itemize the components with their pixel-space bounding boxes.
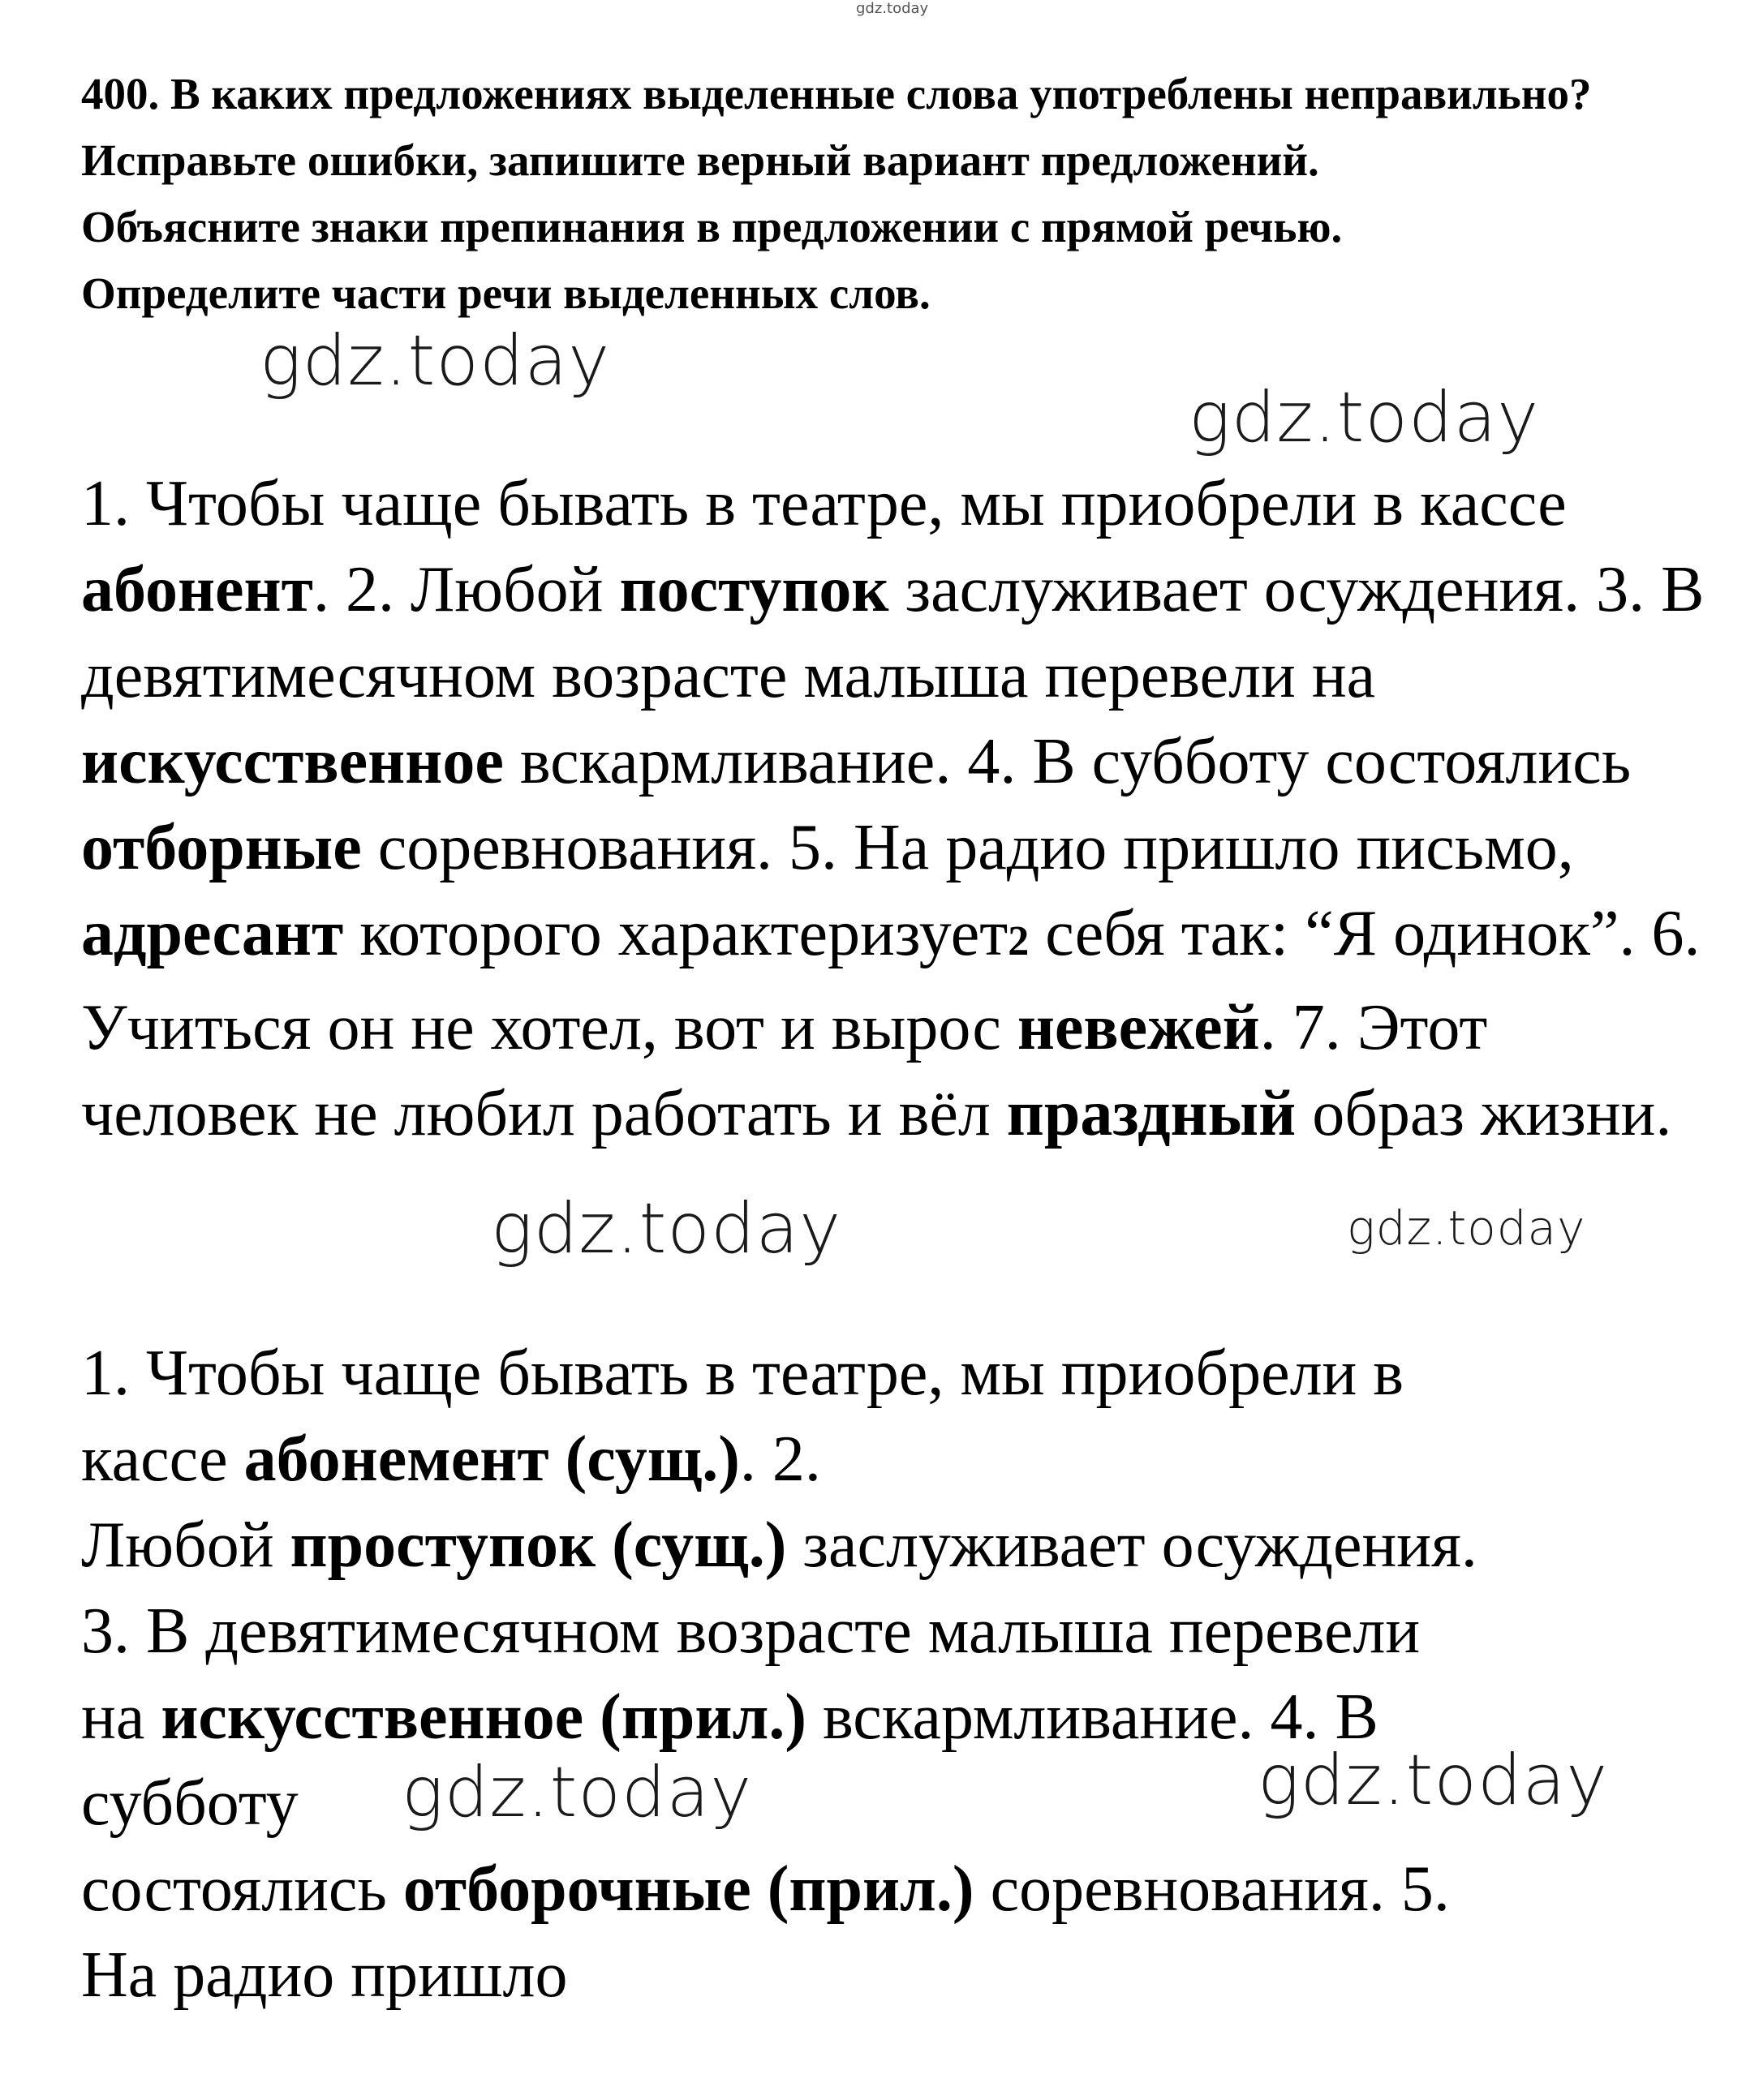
answer-text: 1. Чтобы чаще бывать в театре, мы приобрели в кассе абонемент (сущ.). 2. Любой проступок (сущ.) заслуживает осуждения. 3. В девятимесячном возрасте малыша перевели на искусственное (прил.) вскармливание. 4. В субботу состоялись отборочные (прил.) соревнования. 5. На радио пришло bbox=[81, 1338, 1477, 2011]
highlighted-word: невежей bbox=[1017, 992, 1260, 1063]
highlighted-word: праздный bbox=[1006, 1078, 1297, 1149]
exercise-text: 1. Чтобы чаще бывать в театре, мы приобрели в кассе абонент. 2. Любой поступок заслуживает осуждения. 3. В девятимесячном возрасте малыша перевели на искусственное вскармливание. 4. В субботу состоялись отборные соревнования. 5. На радио пришло письмо, адресант которого характеризует2 себя так: “Я одинок”. 6. Учиться он не хотел, вот и вырос невежей. 7. Этот человек не любил работать и вёл праздный образ жизни. bbox=[81, 468, 1705, 1149]
highlighted-word: адресант bbox=[81, 898, 344, 969]
task-line-3: Определите части речи выделенных слов. bbox=[81, 268, 931, 318]
corrected-word: отборочные (прил.) bbox=[402, 1853, 974, 1925]
watermark: gdz.today bbox=[1189, 377, 1540, 458]
watermark: gdz.today bbox=[1258, 1740, 1609, 1821]
footnote-mark: 2 bbox=[1008, 918, 1030, 964]
corrected-word: абонемент (сущ.) bbox=[243, 1424, 740, 1495]
watermark: gdz.today bbox=[1347, 1200, 1586, 1256]
watermark: gdz.today bbox=[402, 1752, 753, 1833]
corrected-word: проступок (сущ.) bbox=[290, 1510, 787, 1581]
highlighted-word: абонент bbox=[81, 554, 313, 625]
highlighted-word: поступок bbox=[619, 554, 889, 625]
watermark: gdz.today bbox=[260, 320, 611, 402]
task-statement bbox=[81, 61, 1704, 327]
highlighted-word: отборные bbox=[81, 812, 362, 883]
highlighted-word: искусственное bbox=[81, 726, 504, 797]
task-number: 400. bbox=[81, 69, 160, 118]
watermark: gdz.today bbox=[491, 1188, 842, 1269]
corrected-word: искусственное (прил.) bbox=[161, 1681, 806, 1753]
top-watermark: gdz.today bbox=[856, 0, 929, 17]
task-line-2: Объясните знаки препинания в предложении с прямой речью. bbox=[81, 202, 1343, 251]
task-line-1: 400. В каких предложениях выделенные слова употреблены неправильно? Исправьте ошибки, запишите верный вариант предложений. bbox=[81, 69, 1592, 185]
